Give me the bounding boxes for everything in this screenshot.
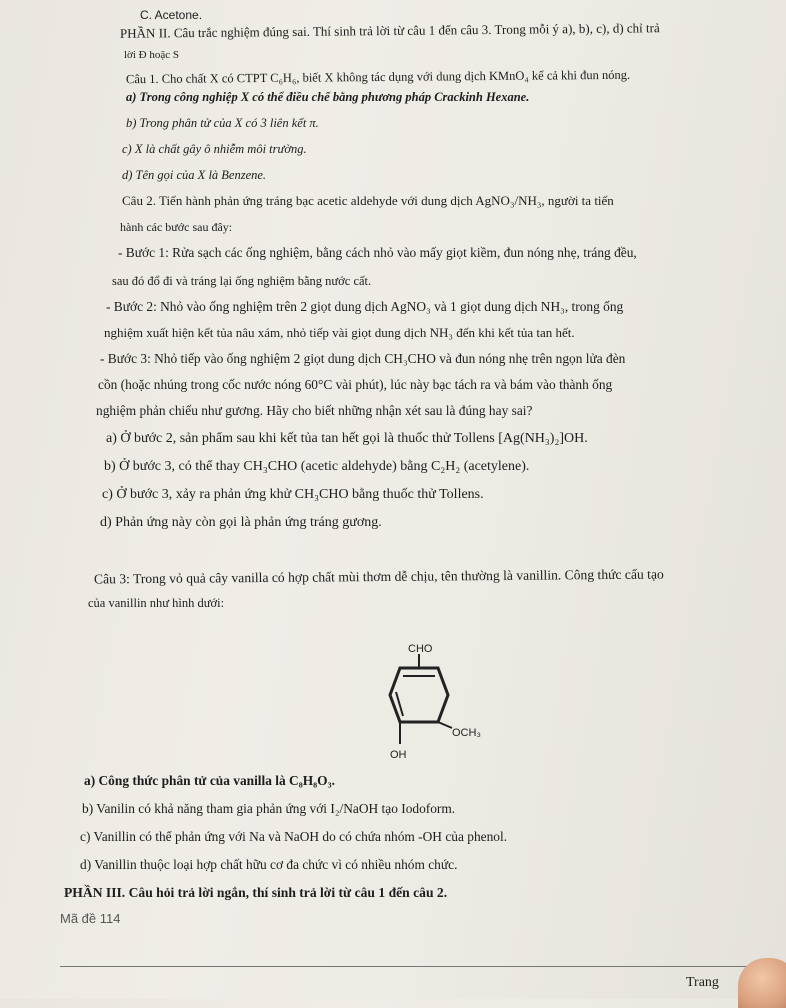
section-2-heading-cont: lời Đ hoặc S	[124, 49, 180, 61]
step-3: - Bước 3: Nhỏ tiếp vào ống nghiệm 2 giọt dung dịch CH₃CHO và đun nóng nhẹ trên ngọn lửa đèn	[100, 351, 626, 366]
question-1-option-b: b) Trong phân tử của X có 3 liên kết π.	[126, 116, 319, 130]
question-3-text-cont: của vanillin như hình dưới:	[88, 596, 225, 610]
step-1-cont: sau đó đổ đi và tráng lại ống nghiệm bằng nước cất.	[112, 274, 372, 288]
question-2-option-a: a) Ở bước 2, sản phẩm sau khi kết tủa tan hết gọi là thuốc thử Tollens [Ag(NH₃)₂]OH.	[106, 431, 588, 446]
hydroxyl-group-label: OH	[390, 749, 407, 761]
step-3-cont-2: nghiệm phản chiếu như gương. Hãy cho biết những nhận xét sau là đúng hay sai?	[96, 403, 533, 418]
section-2-heading: PHẦN II. Câu trắc nghiệm đúng sai. Thí sinh trả lời từ câu 1 đến câu 3. Trong mỗi ý a), b), c), d) chỉ trả	[119, 20, 660, 41]
exam-code: Mã đề 114	[60, 911, 121, 926]
step-1: - Bước 1: Rửa sạch các ống nghiệm, bằng cách nhỏ vào mấy giọt kiềm, đun nóng nhẹ, tráng đều,	[118, 245, 637, 260]
question-3-text: Câu 3: Trong vỏ quả cây vanilla có hợp chất mùi thơm dễ chịu, tên thường là vanillin. Công thức cấu tạo	[93, 566, 664, 587]
footer-divider	[60, 966, 760, 967]
question-3-option-b: b) Vanilin có khả năng tham gia phản ứng với I₂/NaOH tạo Iodoform.	[82, 801, 456, 816]
vanillin-structure-diagram	[340, 640, 510, 770]
step-2-cont: nghiệm xuất hiện kết tủa nâu xám, nhỏ tiếp vài giọt dung dịch NH₃ đến khi kết tủa tan hết.	[104, 325, 575, 340]
question-2-text-cont: hành các bước sau đây:	[120, 220, 233, 234]
methoxy-group-label: OCH₃	[452, 727, 481, 739]
step-3-cont: cồn (hoặc nhúng trong cốc nước nóng 60°C vài phút), lúc này bạc tách ra và bám vào thành ống	[98, 377, 613, 392]
question-2-option-d: d) Phản ứng này còn gọi là phản ứng tráng gương.	[100, 515, 382, 530]
question-1-option-c: c) X là chất gây ô nhiễm môi trường.	[122, 142, 307, 156]
question-2-option-c: c) Ở bước 3, xảy ra phản ứng khử CH₃CHO bằng thuốc thử Tollens.	[102, 487, 484, 502]
question-3-option-d: d) Vanillin thuộc loại hợp chất hữu cơ đa chức vì có nhiều nhóm chức.	[80, 857, 458, 872]
question-1-text: Câu 1. Cho chất X có CTPT C₆H₆, biết X không tác dụng với dung dịch KMnO₄ kể cả khi đun nóng.	[125, 67, 631, 87]
question-2-text: Câu 2. Tiến hành phản ứng tráng bạc acetic aldehyde với dung dịch AgNO₃/NH₃, người ta tiến	[122, 193, 614, 208]
aldehyde-group-label: CHO	[408, 643, 433, 655]
step-2: - Bước 2: Nhỏ vào ống nghiệm trên 2 giọt dung dịch AgNO₃ và 1 giọt dung dịch NH₃, trong ống	[106, 299, 624, 314]
page-label: Trang	[686, 975, 719, 990]
answer-option-c: C. Acetone.	[140, 8, 203, 22]
section-3-heading: PHẦN III. Câu hỏi trả lời ngắn, thí sinh trả lời từ câu 1 đến câu 2.	[64, 885, 448, 900]
question-3-option-c: c) Vanillin có thể phản ứng với Na và NaOH do có chứa nhóm -OH của phenol.	[80, 829, 508, 844]
question-1-option-a: a) Trong công nghiệp X có thể điều chế bằng phương pháp Crackinh Hexane.	[126, 90, 530, 104]
question-1-option-d: d) Tên gọi của X là Benzene.	[122, 168, 267, 182]
question-2-option-b: b) Ở bước 3, có thể thay CH₃CHO (acetic aldehyde) bằng C₂H₂ (acetylene).	[104, 459, 530, 474]
question-3-option-a: a) Công thức phân tử của vanilla là C₈H₈O₃.	[84, 773, 335, 788]
thumb-in-photo	[738, 958, 786, 1008]
